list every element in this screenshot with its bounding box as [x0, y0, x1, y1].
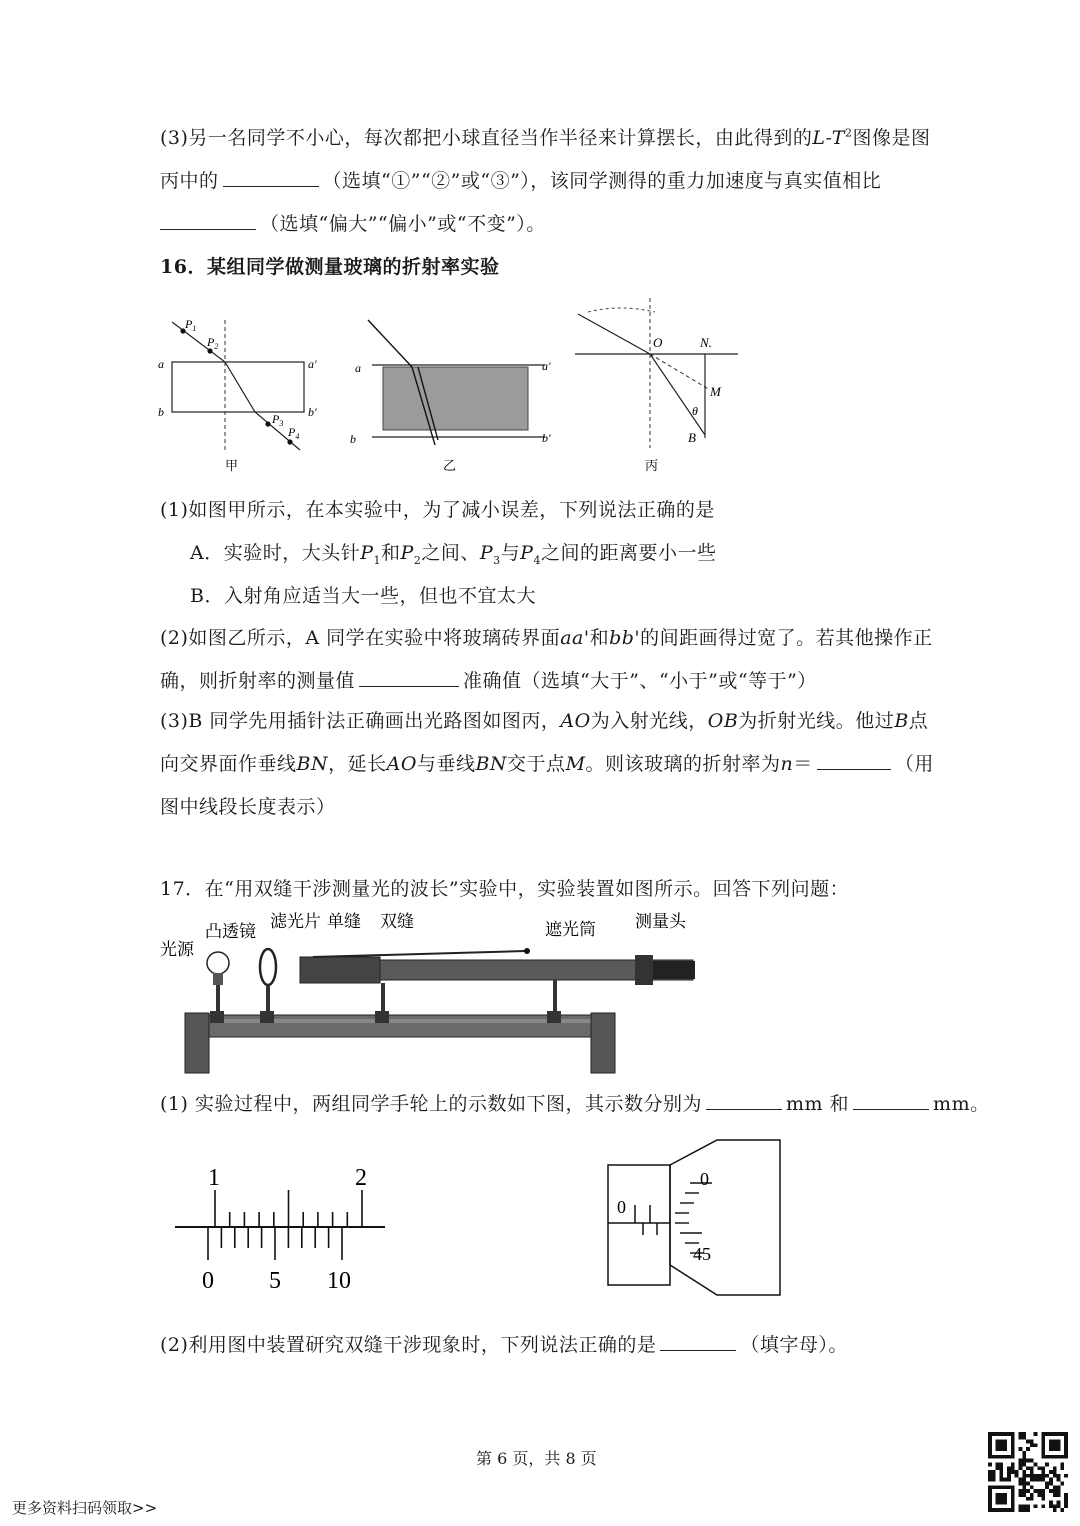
label-b: b	[158, 405, 164, 419]
text: 为折射光线。他过	[738, 710, 895, 732]
text: 向交界面作垂线	[160, 753, 297, 775]
text: 交于点	[507, 753, 566, 775]
q15-text: (3)另一名同学不小心，每次都把小球直径当作半径来计算摆长，由此得到的	[160, 127, 813, 149]
text: 之间、	[421, 542, 480, 564]
label-o: O	[653, 335, 663, 350]
figure-jia	[158, 317, 317, 450]
vernier-scale	[170, 1160, 400, 1290]
answer-blank[interactable]	[853, 1093, 929, 1110]
answer-blank[interactable]	[817, 753, 891, 770]
micrometer-thimble-45: 45	[693, 1244, 711, 1264]
text: mm 和	[785, 1093, 850, 1115]
text: (1) 实验过程中，两组同学手轮上的示数如下图，其示数分别为	[160, 1093, 702, 1115]
text: 的间距画得过宽了。若其他操作正	[640, 627, 933, 649]
q16-part2-line2	[160, 666, 817, 693]
q16-part3-line2	[160, 749, 934, 776]
vernier-main-1: 1	[208, 1165, 220, 1191]
q16-part3-line1	[160, 706, 928, 733]
q15-sup: 2	[844, 126, 853, 140]
text: (2)利用图中装置研究双缝干涉现象时，下列说法正确的是	[160, 1334, 657, 1356]
label-b-prime: b'	[542, 431, 551, 445]
label-light-source: 光源	[160, 940, 194, 959]
micrometer-main-0: 0	[617, 1197, 626, 1217]
text: B	[894, 710, 909, 732]
vernier-sub-5: 5	[269, 1268, 281, 1290]
q16-part2-line1	[160, 623, 933, 650]
text: (2)如图乙所示，A 同学在实验中将玻璃砖界面	[160, 627, 561, 649]
text: BN	[296, 753, 329, 775]
q15-part3-line3	[160, 209, 546, 236]
text: （用	[894, 753, 934, 775]
q17-part2	[160, 1330, 848, 1357]
q17-part1	[160, 1089, 990, 1116]
q15-text: 丙中的	[160, 170, 219, 192]
text: BN	[475, 753, 508, 775]
caption-jia: 甲	[225, 458, 239, 473]
figure-bing	[575, 298, 738, 448]
q15-symbol: L-T	[812, 127, 845, 149]
q15-text-end: 图像是图	[852, 127, 931, 149]
q15-part3-line1	[160, 123, 930, 150]
label-p2: $P_2$	[207, 335, 219, 351]
label-theta: θ	[692, 404, 698, 418]
label-n: N.	[700, 335, 712, 350]
label-a-prime: a'	[308, 357, 317, 371]
q16-part3-line3: 图中线段长度表示）	[160, 796, 336, 818]
refraction-figures	[150, 290, 750, 480]
text: ，延长	[328, 753, 387, 775]
micrometer-scale	[605, 1135, 795, 1300]
label-filter: 滤光片	[270, 912, 321, 931]
text: OB	[707, 710, 739, 732]
text: 确，则折射率的测量值	[160, 670, 356, 692]
text: mm。	[933, 1093, 990, 1115]
label-b-point: B	[688, 430, 696, 445]
text: （填字母）。	[740, 1334, 848, 1356]
double-slit-apparatus	[155, 905, 715, 1080]
caption-bing: 丙	[645, 458, 659, 473]
text: 准确值（选填“大于”、“小于”或“等于”）	[463, 670, 817, 692]
text: 与垂线	[416, 753, 476, 775]
label-m: M	[710, 384, 721, 399]
q15-text: （选填“①”“②”或“③”），该同学测得的重力加速度与真实值相比	[322, 170, 882, 192]
vernier-sub-10: 10	[327, 1268, 351, 1290]
label-single-slit: 单缝	[327, 912, 361, 931]
page-number: 第 6 页，共 8 页	[476, 1449, 597, 1468]
label-b: b	[350, 432, 356, 446]
q15-part3-line2	[160, 166, 881, 193]
vernier-sub-0: 0	[202, 1268, 214, 1290]
text: 与	[500, 542, 521, 564]
label-measuring-head: 测量头	[635, 912, 686, 931]
qr-code-icon[interactable]	[988, 1432, 1068, 1512]
label-convex-lens: 凸透镜	[205, 922, 256, 941]
figure-yi	[350, 320, 551, 446]
text: A．实验时，大头针	[190, 542, 361, 564]
micrometer-thimble-0: 0	[700, 1169, 709, 1189]
text: n	[780, 753, 794, 775]
answer-blank[interactable]	[223, 170, 319, 187]
text: aa'	[560, 627, 590, 649]
text: 和	[381, 542, 401, 564]
label-p3: $P_3$	[272, 412, 284, 428]
caption-yi: 乙	[443, 458, 457, 473]
label-double-slit: 双缝	[380, 912, 414, 931]
text: 和	[589, 627, 610, 649]
label-a-prime: a'	[542, 359, 551, 373]
q16-option-b: B．入射角应适当大一些，但也不宜太大	[190, 585, 536, 607]
text: ＝	[793, 753, 813, 775]
label-p1: $P_1$	[185, 317, 197, 333]
q16-title: 16．某组同学做测量玻璃的折射率实验	[160, 256, 500, 278]
more-resources-link[interactable]: 更多资料扫码领取>>	[12, 1499, 158, 1517]
text: 之间的距离要小一些	[540, 542, 717, 564]
text: 。则该玻璃的折射率为	[585, 753, 781, 775]
text: AO	[386, 753, 417, 775]
answer-blank[interactable]	[706, 1093, 782, 1110]
vernier-main-2: 2	[355, 1165, 367, 1191]
label-a: a	[355, 361, 361, 375]
label-b-prime: b'	[308, 405, 317, 419]
label-a: a	[158, 357, 164, 371]
text: bb'	[609, 627, 641, 649]
q16-option-a: A．实验时，大头针$P_1$和$P_2$之间、$P_3$与$P_4$之间的距离要小一些	[190, 542, 717, 567]
answer-blank[interactable]	[359, 670, 459, 687]
text: 点	[908, 710, 929, 732]
answer-blank[interactable]	[160, 213, 256, 230]
label-p4: $P_4$	[288, 425, 300, 441]
answer-blank[interactable]	[660, 1334, 736, 1351]
text: (3)B 同学先用插针法正确画出光路图如图丙，	[160, 710, 561, 732]
label-shade-tube: 遮光筒	[545, 920, 596, 939]
q15-text: （选填“偏大”“偏小”或“不变”）。	[260, 213, 546, 235]
text: 为入射光线，	[590, 710, 708, 732]
text: M	[565, 753, 586, 775]
q17-title: 17．在“用双缝干涉测量光的波长”实验中，实验装置如图所示。回答下列问题：	[160, 878, 850, 900]
text: AO	[560, 710, 591, 732]
q16-part1: (1)如图甲所示，在本实验中，为了减小误差，下列说法正确的是	[160, 499, 715, 521]
